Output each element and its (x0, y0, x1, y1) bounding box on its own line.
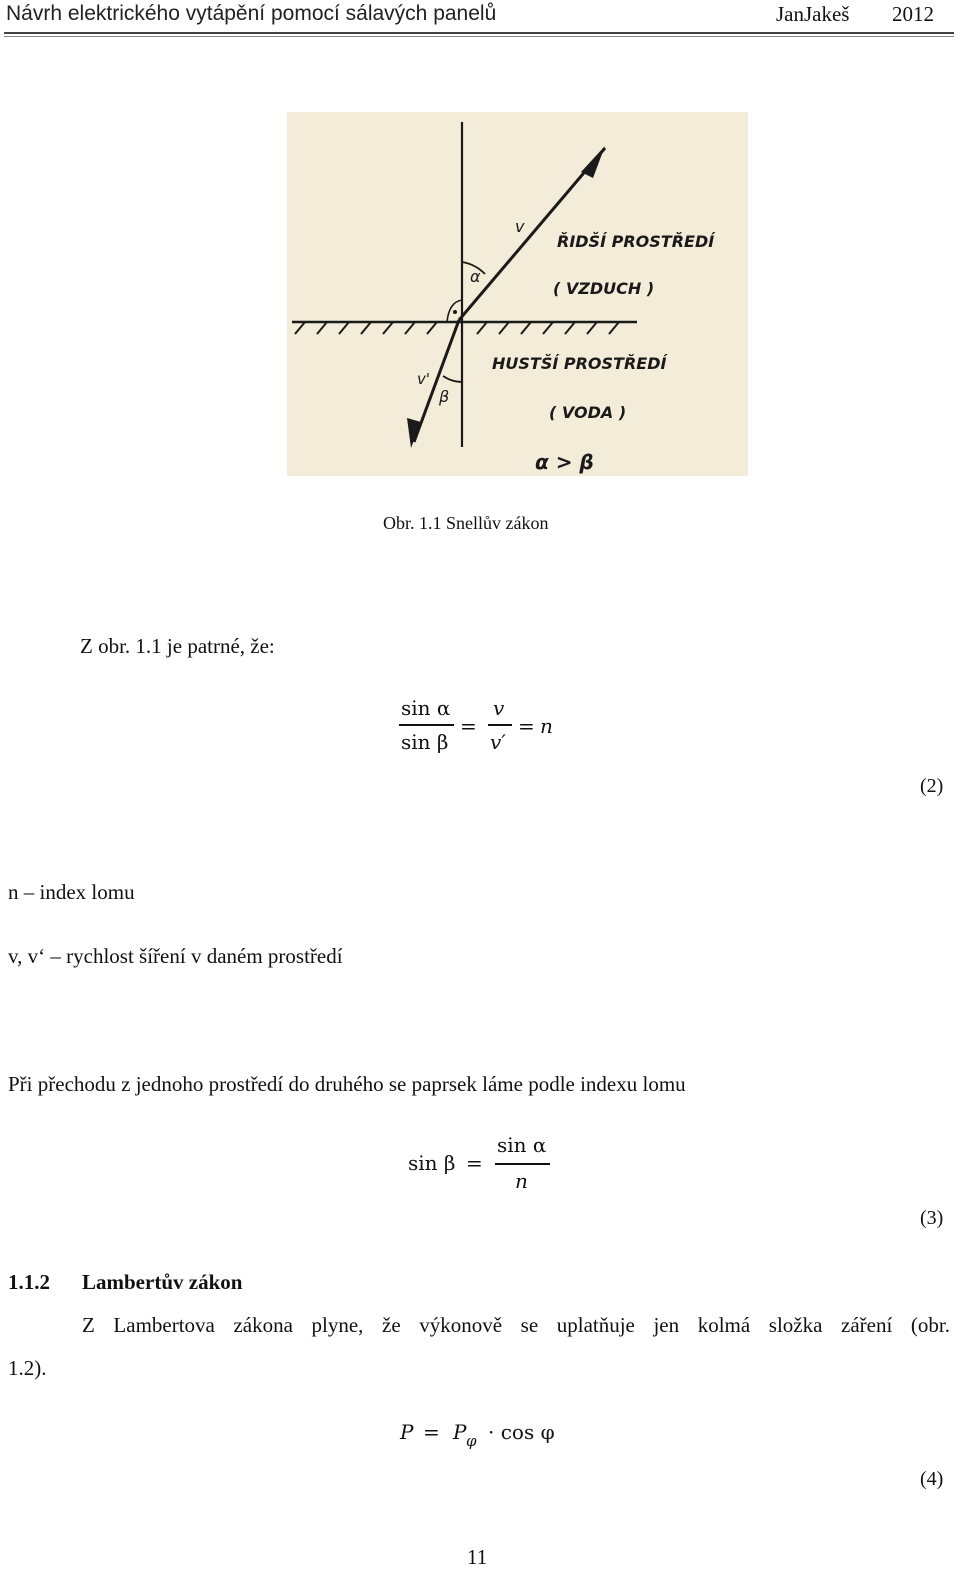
eq2-fraction-bar-1 (399, 724, 454, 726)
eq4-cos-phi: · cos φ (488, 1420, 555, 1444)
v-prime-label: v' (417, 370, 431, 388)
header-rule-thin (4, 36, 954, 37)
relation-label: α > β (535, 450, 594, 474)
eq2-equals-2: = (518, 714, 535, 738)
water-label: ( VODA ) (549, 403, 627, 422)
alpha-label: α (470, 267, 481, 286)
beta-label: β (439, 387, 450, 406)
right-angle-dot (453, 310, 457, 314)
header-rule (4, 32, 954, 34)
lambert-paragraph-line-2: 1.2). (8, 1356, 47, 1380)
eq2-equals-1: = (460, 714, 477, 738)
snell-law-figure (287, 112, 748, 476)
section-title: Lambertův zákon (82, 1270, 243, 1294)
definition-v: v, v‘ – rychlost šíření v daném prostředí (8, 944, 343, 968)
denser-medium-label: HUSTŠÍ PROSTŘEDÍ (492, 354, 667, 373)
eq2-n: n (540, 714, 553, 738)
lambert-paragraph-line-1: Z Lambertova zákona plyne, že výkonově se uplatňuje jen kolmá složka záření (obr. (82, 1313, 950, 1337)
intro-sentence: Z obr. 1.1 je patrné, že: (80, 634, 275, 658)
section-number: 1.1.2 (8, 1270, 50, 1294)
definition-n: n – index lomu (8, 880, 135, 904)
eq3-numerator: sin α (497, 1133, 547, 1157)
eq4-P: P (400, 1420, 414, 1444)
eq2-sin-alpha: sin α (401, 696, 451, 720)
incident-arrowhead (581, 146, 605, 178)
eq4-phi-subscript: φ (466, 1432, 477, 1450)
air-label: ( VZDUCH ) (553, 279, 655, 298)
eq4-P-phi: P (453, 1420, 467, 1444)
eq2-fraction-bar-2 (488, 724, 512, 726)
v-label: v (515, 217, 525, 236)
running-header-year: 2012 (892, 2, 934, 26)
eq3-equals: = (466, 1151, 483, 1175)
rarer-medium-label: ŘIDŠÍ PROSTŘEDÍ (557, 232, 715, 251)
refraction-sentence: Při přechodu z jednoho prostředí do druhého se paprsek láme podle indexu lomu (8, 1072, 686, 1096)
eq4-equals: = (423, 1420, 440, 1444)
running-header-author: JanJakeš (776, 2, 850, 26)
beta-arc (443, 376, 462, 382)
eq4-number: (4) (920, 1468, 944, 1490)
eq3-fraction-bar (495, 1163, 550, 1165)
eq3-lhs: sin β (408, 1151, 456, 1175)
eq2-v-prime: v′ (490, 730, 506, 754)
eq3-denominator: n (515, 1169, 528, 1193)
page-number: 11 (467, 1545, 488, 1569)
figure-caption: Obr. 1.1 Snellův zákon (383, 513, 549, 533)
eq3-number: (3) (920, 1207, 944, 1229)
eq2-v: v (493, 696, 505, 720)
eq2-sin-beta: sin β (401, 730, 449, 754)
eq2-number: (2) (920, 775, 944, 797)
running-header-title: Návrh elektrického vytápění pomocí sálavých panelů (6, 2, 497, 25)
snell-diagram (287, 112, 748, 476)
